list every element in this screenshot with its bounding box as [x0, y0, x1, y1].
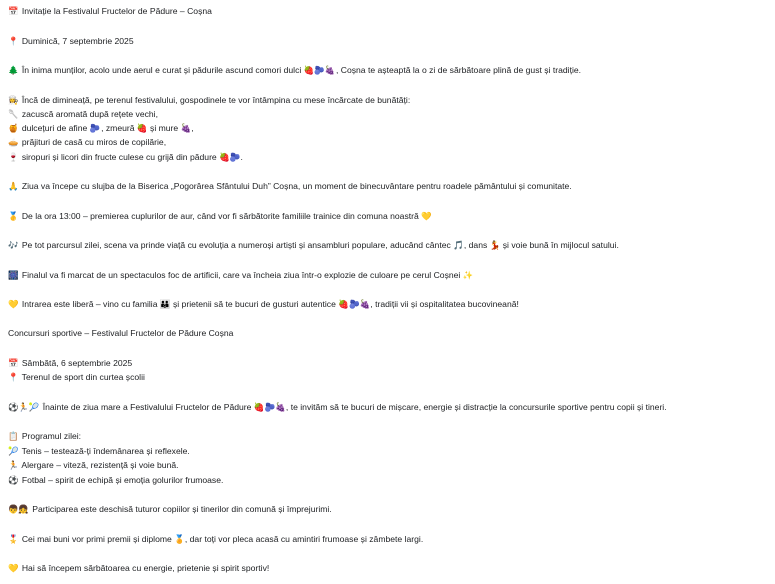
sports-date-line	[8, 357, 132, 369]
pie-icon: 🥧	[8, 137, 19, 147]
cook-icon: 👩‍🍳	[8, 95, 19, 105]
pin-icon: 📍	[8, 372, 19, 382]
sports-location: Terenul de sport din curtea școlii	[21, 372, 145, 382]
prizes: Cei mai buni vor primi premii și diplome 🏅, dar toți vor pleca acasă cu amintiri frumoase și zâmbete largi.	[21, 534, 424, 544]
festival-title-line	[8, 5, 212, 17]
closing-line	[8, 562, 269, 574]
goods-item-text: zacuscă aromată după rețete vechi,	[21, 109, 158, 119]
music-notes-icon: 🎶	[8, 240, 19, 250]
goods-item-text: dulcețuri de afine	[21, 123, 88, 133]
fireworks-icon: 🎆	[8, 270, 19, 280]
participation: Participarea este deschisă tuturor copiilor și tinerilor din comună și împrejurimi.	[32, 504, 332, 514]
clipboard-icon: 📋	[8, 431, 19, 441]
festival-date: Duminică, 7 septembrie 2025	[21, 36, 134, 46]
festival-morning-line	[8, 94, 410, 106]
festival-intro-end: , Coșna te așteaptă la o zi de sărbătoare plină de gust și tradiție.	[335, 65, 582, 75]
trophy-icon: 🎖️	[8, 534, 19, 544]
blueberry-icon: 🫐	[89, 123, 101, 133]
program-title: Programul zilei:	[21, 431, 82, 441]
festival-entry: Intrarea este liberă – vino cu familia 👪 și prietenii să te bucuri de gusturi autentice 🍓🫐🍇, tradiții vii și ospitalitatea bucovineană!	[21, 299, 519, 309]
football-icon: ⚽	[8, 475, 19, 485]
sports-intro-line	[8, 401, 667, 413]
goods-item	[8, 122, 194, 134]
kids-icon: 👦👧	[8, 504, 29, 514]
festival-morning: Încă de dimineață, pe terenul festivalului, gospodinele te vor întâmpina cu mese încărcate de bunătăți:	[21, 95, 411, 105]
program-item-text: Fotbal – spirit de echipă și emoția golurilor frumoase.	[21, 475, 224, 485]
festival-artists: Pe tot parcursul zilei, scena va prinde viață cu evoluția a numeroși artiști și ansambluri populare, aducând cântec 🎵, dans 💃 și voie bună în mijlocul satului.	[21, 240, 619, 250]
goods-item	[8, 108, 158, 120]
participation-line	[8, 503, 332, 515]
sparkles-icon: ✨	[462, 270, 474, 280]
sports-location-line	[8, 371, 145, 383]
festival-title: Invitație la Festivalul Fructelor de Pădure – Coșna	[21, 6, 212, 16]
goods-item-after: , zmeură 🍓 și mure 🍇,	[101, 123, 194, 133]
sports-title: Concursuri sportive – Festivalul Fructelor de Pădure Coșna	[8, 328, 234, 338]
pin-icon: 📍	[8, 36, 19, 46]
festival-intro-line	[8, 64, 581, 76]
festival-church: Ziua va începe cu slujba de la Biserica „Pogorârea Sfântului Duh” Coșna, un moment de binecuvântare pentru roadele pământului și comunitate.	[21, 181, 572, 191]
pray-icon: 🙏	[8, 181, 19, 191]
festival-intro: În inima munților, acolo unde aerul e curat și pădurile ascund comori dulci	[21, 65, 302, 75]
program-item	[8, 459, 179, 471]
program-item	[8, 474, 223, 486]
tree-icon: 🌲	[8, 65, 19, 75]
festival-date-line	[8, 35, 134, 47]
honey-icon: 🍯	[8, 123, 19, 133]
sports-title-line	[8, 327, 233, 339]
festival-church-line	[8, 180, 572, 192]
sports-intro: Înainte de ziua mare a Festivalului Fructelor de Pădure 🍓🫐🍇, te invităm să te bucuri de mișcare, energie și distracție la concursurile sportive pentru copii și tineri.	[42, 402, 667, 412]
runner-icon: 🏃	[8, 460, 19, 470]
heart-icon: 💛	[8, 563, 19, 573]
festival-fireworks: Finalul va fi marcat de un spectaculos foc de artificii, care va încheia ziua într-o explozie de culoare pe cerul Coșnei	[21, 270, 461, 280]
festival-couples: De la ora 13:00 – premierea cuplurilor de aur, când vor fi sărbătorite familiile trainice din comuna noastră	[21, 211, 419, 221]
program-item	[8, 445, 190, 457]
festival-couples-line	[8, 210, 433, 222]
festival-artists-line	[8, 239, 619, 251]
medal-icon: 🥇	[8, 211, 19, 221]
wine-icon: 🍷	[8, 152, 19, 162]
calendar-icon: 📅	[8, 6, 19, 16]
festival-entry-line	[8, 298, 519, 310]
sports-icon: ⚽🏃🎾	[8, 402, 40, 412]
program-item-text: Tenis – testează-ți îndemânarea și reflexele.	[21, 446, 190, 456]
sports-date: Sâmbătă, 6 septembrie 2025	[21, 358, 133, 368]
goods-item-after: 🍓🫐.	[216, 152, 243, 162]
program-title-line	[8, 430, 81, 442]
heart-icon: 💛	[421, 211, 432, 221]
goods-item	[8, 151, 243, 163]
goods-item-text: siropuri și licori din fructe culese cu grijă din pădure	[21, 152, 217, 162]
calendar-icon: 📅	[8, 358, 19, 368]
closing: Hai să începem sărbătoarea cu energie, prietenie și spirit sportiv!	[21, 563, 270, 573]
goods-item	[8, 136, 166, 148]
goods-item-text: prăjituri de casă cu miros de copilărie,	[21, 137, 167, 147]
berries-icon: 🍓🫐🍇	[303, 65, 335, 75]
program-item-text: Alergare – viteză, rezistență și voie bună.	[21, 460, 179, 470]
prizes-line	[8, 533, 423, 545]
tennis-icon: 🎾	[8, 446, 19, 456]
heart-icon: 💛	[8, 299, 19, 309]
spoon-icon: 🥄	[8, 109, 19, 119]
festival-fireworks-line	[8, 269, 474, 281]
